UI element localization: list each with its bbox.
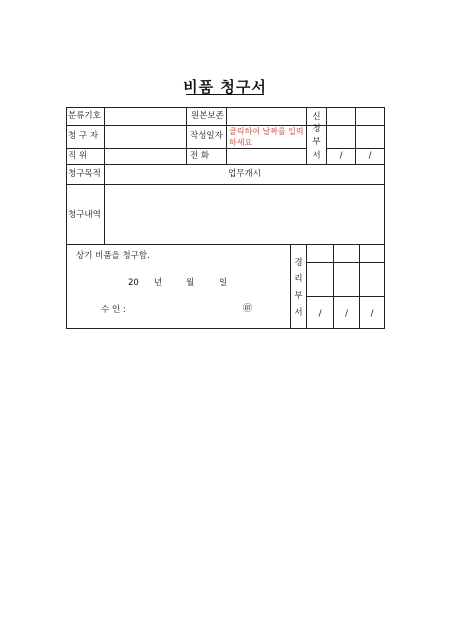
receiver-label: 수 인 : [101, 305, 126, 315]
accounting-label-char-2: 리 [294, 274, 303, 284]
classification-code-label: 분류기호 [68, 111, 101, 121]
month-label: 월 [186, 278, 195, 288]
purpose-value: 업무개시 [228, 169, 261, 179]
accounting-mark-2: / [345, 309, 348, 319]
dept-label-char-4: 서 [312, 151, 321, 161]
details-label: 청구내역 [68, 210, 101, 220]
accounting-label-char-4: 서 [294, 308, 303, 318]
position-label: 직 위 [68, 151, 88, 161]
accounting-label-char-3: 부 [294, 291, 303, 301]
retention-label: 원본보존 [191, 111, 224, 121]
accounting-label-char-1: 경 [294, 258, 303, 268]
accounting-mark-3: / [370, 309, 374, 319]
day-label: 일 [219, 278, 228, 288]
year-prefix: 20 [128, 278, 139, 288]
document-title: 비품 청구서 [183, 78, 267, 96]
dept-mark-1: / [339, 151, 343, 161]
dept-label-char-2: 청 [312, 124, 321, 134]
date-picker-field[interactable]: 클릭하여 날짜를 입력하세요 [229, 127, 304, 147]
date-written-label: 작성일자 [190, 131, 223, 141]
claim-statement: 상기 비품을 청구함. [76, 251, 150, 261]
dept-mark-2: / [368, 151, 372, 161]
phone-label: 전 화 [190, 151, 210, 161]
seal-mark: ㊞ [243, 304, 253, 314]
dept-label-char-3: 부 [312, 137, 321, 147]
year-label: 년 [154, 278, 163, 288]
accounting-mark-1: / [318, 309, 322, 319]
dept-label-char-1: 신 [312, 112, 321, 122]
purpose-label: 청구목적 [68, 169, 101, 179]
requester-label: 청 구 자 [68, 131, 99, 141]
